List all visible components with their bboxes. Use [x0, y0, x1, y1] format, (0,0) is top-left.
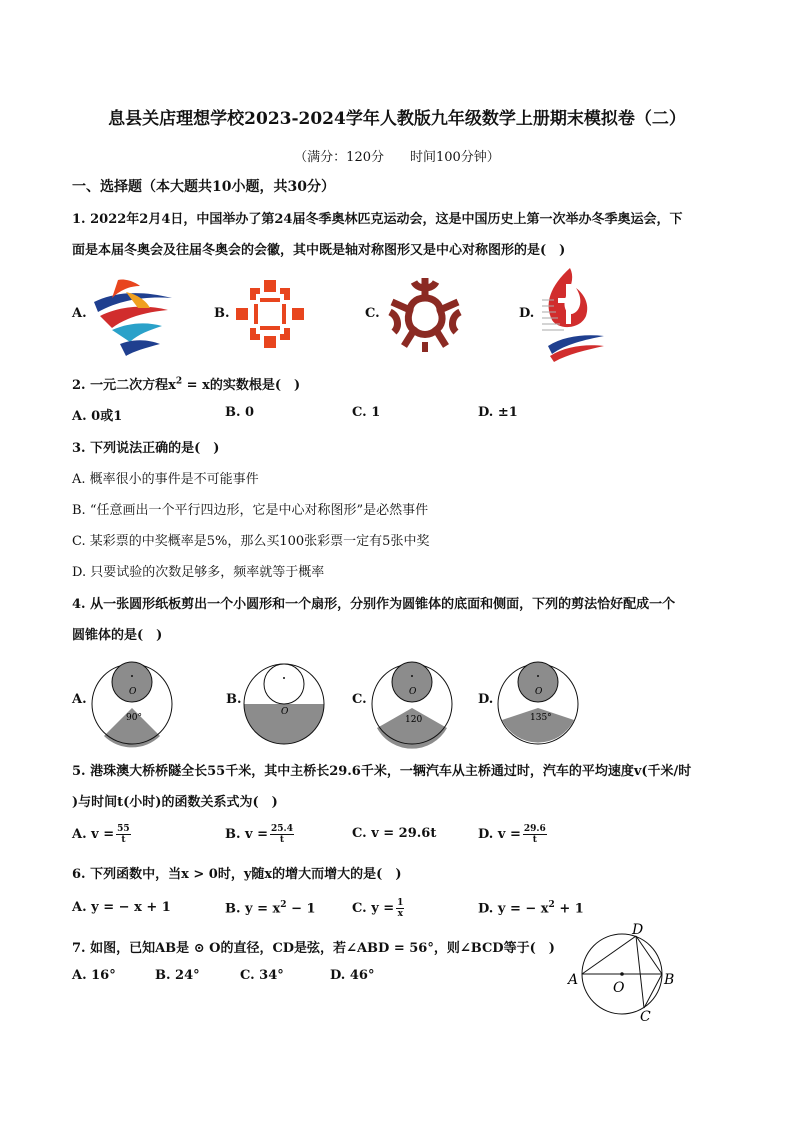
q1-option-b-label: B. [214, 306, 230, 321]
label-b: B [664, 972, 675, 988]
q5-option-a: A. v = $\frac{55}{t}$ [72, 824, 130, 845]
angle-label-d: 135° [530, 713, 552, 723]
question-6-stem: 6. 下列函数中，当x > 0时，y随x的增大而增大的是( ) [72, 867, 402, 882]
angle-label-a: 90° [126, 713, 142, 723]
q3-option-c: C. 某彩票的中奖概率是5%，那么买100张彩票一定有5张中奖 [72, 534, 430, 549]
question-5-line1: 5. 港珠澳大桥桥隧全长55千米，其中主桥长29.6千米，一辆汽车从主桥通过时，汽车的平均速度v(千米/时 [72, 764, 692, 779]
question-5-line2: )与时间t(小时)的函数关系式为( ) [72, 795, 278, 810]
q6-option-b: B. $y = x^2 - 1$ [225, 900, 316, 917]
emblem-b-icon [234, 278, 306, 350]
exam-info: （满分：120分 时间100分钟） [294, 150, 500, 165]
angle-label-c: 120 [405, 715, 423, 725]
q3-option-b: B. “任意画出一个平行四边形，它是中心对称图形”是必然事件 [72, 503, 429, 518]
q7-option-a: A. 16° [72, 968, 116, 983]
question-7-stem: 7. 如图，已知AB是 ⊙ O的直径，CD是弦，若∠ABD = 56°，则∠BCD等于( ) [72, 941, 555, 956]
center-label-a: O [129, 687, 137, 697]
question-4-line2: 圆锥体的是( ) [72, 628, 163, 643]
label-a: A [568, 972, 579, 988]
q5-option-c: C. v = 29.6t [352, 826, 437, 841]
q1-option-a-label: A. [72, 306, 87, 321]
section-title: 一、选择题（本大题共10小题，共30分） [72, 179, 335, 195]
question-2-stem: 2. 一元二次方程$x^2 = x$的实数根是( ) [72, 376, 301, 393]
question-1-line1: 1. 2022年2月4日，中国举办了第24届冬季奥林匹克运动会，这是中国历史上第一次举办冬季奥运会，下 [72, 212, 683, 227]
question-1-line2: 面是本届冬奥会及往届冬奥会的会徽，其中既是轴对称图形又是中心对称图形的是( ) [72, 243, 566, 258]
q4-figure-c [372, 660, 456, 744]
page-title: 息县关店理想学校2023-2024学年人教版九年级数学上册期末模拟卷（二） [108, 109, 686, 129]
emblem-d-icon [540, 264, 606, 364]
q4-figure-a [92, 660, 176, 744]
q2-option-d: D. ±1 [478, 405, 518, 420]
q1-option-c-label: C. [365, 306, 380, 321]
q2-option-b: B. 0 [225, 405, 255, 420]
q7-option-d: D. 46° [330, 968, 375, 983]
emblem-a-icon [90, 272, 176, 358]
q7-option-b: B. 24° [155, 968, 200, 983]
center-label-b: O [281, 707, 289, 717]
chord-bc [644, 974, 662, 1008]
chord-ad [582, 936, 636, 974]
q4-option-a-label: A. [72, 692, 87, 707]
q7-option-c: C. 34° [240, 968, 284, 983]
q5-option-d: D. v = $\frac{29.6}{t}$ [478, 824, 546, 845]
q4-option-d-label: D. [478, 692, 494, 707]
q2-option-c: C. 1 [352, 405, 381, 420]
question-3-stem: 3. 下列说法正确的是( ) [72, 441, 220, 456]
label-c: C [640, 1009, 651, 1025]
label-d: D [632, 922, 644, 938]
question-4-line1: 4. 从一张圆形纸板剪出一个小圆形和一个扇形，分别作为圆锥体的底面和侧面，下列的剪法恰好配成一个 [72, 597, 676, 612]
center-label-d: O [535, 687, 543, 697]
q2-option-a: A. 0或1 [72, 409, 123, 424]
emblem-c-icon [384, 272, 466, 356]
q4-figure-d [498, 660, 582, 744]
q6-option-d: D. y = − $x^2 + 1$ [478, 900, 584, 917]
q4-option-c-label: C. [352, 692, 367, 707]
q4-figure-b [244, 660, 328, 744]
small-circle-b [264, 664, 304, 704]
q5-option-b: B. v = $\frac{25.4}{t}$ [225, 824, 293, 845]
q3-option-d: D. 只要试验的次数足够多，频率就等于概率 [72, 565, 325, 580]
q6-option-c: C. y = $\frac{1}{x}$ [352, 898, 404, 919]
label-o: O [613, 980, 625, 996]
q3-option-a: A. 概率很小的事件是不可能事件 [72, 472, 259, 487]
q1-option-d-label: D. [519, 306, 535, 321]
q4-option-b-label: B. [226, 692, 242, 707]
q6-option-a: A. y = − x + 1 [72, 900, 171, 915]
center-label-c: O [409, 687, 417, 697]
q7-geometry-figure [560, 918, 678, 1025]
